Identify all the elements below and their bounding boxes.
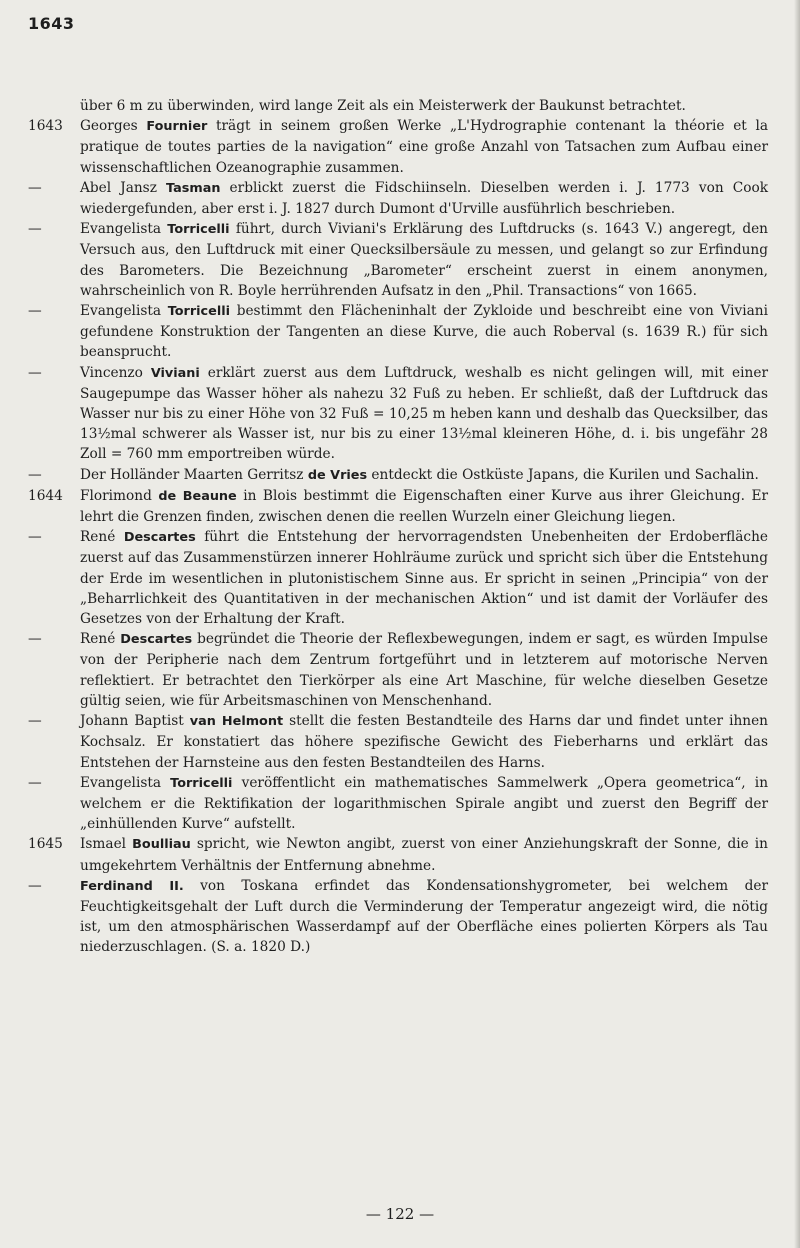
chronology-entry: [28, 876, 768, 958]
page-edge-shadow: [794, 0, 800, 1248]
chronology-entry: [28, 834, 768, 875]
chronology-entry: [28, 301, 768, 363]
entry-text: [80, 465, 768, 486]
entry-text-segment: begründet die Theorie der Reflexbewegungen, indem er sagt, es würden Impulse von der Peripherie nach dem Zentrum fortgeführt und in letzterem auf motorische Nerven reflektiert. Er betrachtet den Tierkörper als eine Art Maschine, für welche dieselben Gesetze gültig seien, wie für Arbeitsmaschinen von Menschenhand.: [80, 631, 768, 709]
entry-text-segment: Johann Baptist: [80, 713, 190, 730]
entry-year: —: [28, 466, 42, 483]
person-name: Torricelli: [167, 304, 230, 320]
entry-year: 1645: [28, 836, 63, 853]
entry-text-segment: René: [80, 529, 124, 546]
entry-text: [80, 629, 768, 711]
page-number: — 122 —: [365, 1205, 435, 1223]
entry-text: [80, 96, 768, 116]
entry-year: 1644: [28, 487, 63, 504]
entry-text-segment: entdeckt die Ostküste Japans, die Kurilen und Sachalin.: [367, 466, 759, 483]
entry-text-segment: über 6 m zu überwinden, wird lange Zeit als ein Meisterwerk der Baukunst betrachtet.: [80, 98, 686, 114]
entry-text: [80, 219, 768, 301]
person-name: Tasman: [166, 180, 221, 196]
person-name: Descartes: [120, 632, 193, 648]
entry-text-segment: führt, durch Viviani's Erklärung des Luftdrucks (s. 1643 V.) angeregt, den Versuch aus, den Luftdruck mit einer Quecksilbersäule zu messen, und gelangt so zur Erfindung des Barometers. Die Bezeichnung „Barometer“ erscheint zuerst in einem anonymen, wahrscheinlich von R. Boyle herrührenden Aufsatz in den „Phil. Transactions“ von 1665.: [80, 221, 768, 299]
entry-text: [80, 773, 768, 835]
entry-text-segment: Der Holländer Maarten Gerritsz: [80, 466, 308, 483]
chronology-entry: [28, 629, 768, 711]
entry-text-segment: bestimmt den Flächeninhalt der Zykloide und beschreibt eine von Viviani gefundene Konstruktion der Tangenten an diese Kurve, die auch Roberval (s. 1639 R.) für sich beansprucht.: [80, 303, 768, 361]
entry-text-segment: spricht, wie Newton angibt, zuerst von einer Anziehungskraft der Sonne, die in umgekehrtem Verhältnis der Entfernung abnehme.: [80, 836, 768, 874]
entry-text-segment: Ismael: [80, 836, 133, 853]
chronology-entry: [28, 486, 768, 527]
chronology-entry: [28, 219, 768, 301]
entry-year: —: [28, 774, 42, 791]
entry-text-segment: Evangelista: [80, 774, 171, 791]
chronology-entry: [28, 363, 768, 465]
entry-year: —: [28, 303, 42, 320]
person-name: Torricelli: [167, 222, 230, 238]
entry-year: —: [28, 364, 42, 381]
entry-year: —: [28, 713, 42, 730]
entry-text: [80, 527, 768, 629]
entry-text-segment: veröffentlicht ein mathematisches Sammelwerk „Opera geometrica“, in welchem er die Rektifikation der logarithmischen Spirale angibt und zuerst den Begriff der „einhüllenden Kurve“ aufstellt.: [80, 774, 769, 833]
entry-text: [80, 178, 768, 219]
entry-text-segment: Florimond: [80, 487, 159, 504]
entry-text-segment: René: [80, 631, 121, 648]
entry-text: [80, 711, 768, 773]
person-name: Ferdinand II.: [80, 878, 184, 894]
entry-year: —: [28, 631, 42, 648]
entry-year: —: [28, 179, 42, 196]
chronology-entry: [28, 711, 768, 773]
chronology-entry: [28, 178, 768, 219]
entry-year: —: [28, 529, 42, 546]
entry-year: 1643: [28, 118, 63, 135]
chronology-entry: [28, 96, 768, 116]
entry-text-segment: Evangelista: [80, 303, 168, 320]
person-name: Torricelli: [170, 775, 233, 791]
entry-text: [80, 116, 768, 178]
chronology-entry: [28, 116, 768, 178]
entry-text: [80, 834, 768, 875]
person-name: de Beaune: [158, 488, 237, 504]
entry-text-segment: Georges: [80, 118, 147, 135]
person-name: Descartes: [123, 530, 196, 546]
chronology-entry: [28, 773, 768, 835]
chronology-text: [28, 96, 768, 958]
entry-text-segment: erblickt zuerst die Fidschiinseln. Dieselben werden i. J. 1773 von Cook wiedergefunden, aber erst i. J. 1827 durch Dumont d'Urville ausführlich beschrieben.: [80, 179, 768, 218]
person-name: van Helmont: [189, 714, 284, 730]
entry-text: [80, 486, 768, 527]
entry-text-segment: stellt die festen Bestandteile des Harns dar und findet unter ihnen Kochsalz. Er konstatiert das höhere spezifische Gewicht des Fieberharns und erklärt das Entstehen der Harnsteine aus den festen Bestandteilen des Harns.: [80, 713, 769, 771]
page-header-year: 1643: [28, 14, 75, 33]
entry-text-segment: Abel Jansz: [80, 179, 167, 196]
entry-text: [80, 363, 768, 465]
entry-text-segment: Evangelista: [80, 221, 168, 238]
entry-text: [80, 876, 768, 958]
person-name: Fournier: [146, 119, 208, 135]
entry-year: —: [28, 221, 42, 238]
entry-text-segment: Vincenzo: [80, 364, 151, 381]
person-name: Boulliau: [132, 837, 191, 853]
entry-text-segment: von Toskana erfindet das Kondensationshygrometer, bei welchem der Feuchtigkeitsgehalt der Luft durch die Verminderung der Temperatur angezeigt wird, die nötig ist, um den atmosphärischen Wasserdampf auf der Oberfläche eines polierten Körpers als Tau niederzuschlagen. (S. a. 1820 D.): [80, 877, 768, 956]
chronology-entry: [28, 465, 768, 486]
entry-text-segment: in Blois bestimmt die Eigenschaften einer Kurve aus ihrer Gleichung. Er lehrt die Grenzen finden, zwischen denen die reellen Wurzeln einer Gleichung liegen.: [80, 487, 768, 526]
entry-text-segment: erklärt zuerst aus dem Luftdruck, weshalb es nicht gelingen will, mit einer Saugepumpe das Wasser höher als nahezu 32 Fuß zu heben. Er schließt, daß der Luftdruck das Wasser nur bis zu einer Höhe von 32 Fuß = 10,25 m heben kann und deshalb das Quecksilber, das 13½mal schwerer als Wasser ist, nur bis zu einer 13½mal kleineren Höhe, d. i. bis ungefähr 28 Zoll = 760 mm emportreiben würde.: [80, 364, 768, 463]
entry-text-segment: führt die Entstehung der hervorragendsten Unebenheiten der Erdoberfläche zuerst auf das Zusammenstürzen innerer Hohlräume zurück und spricht sich über die Entstehung der Erde im wesentlichen in plutonistischem Sinne aus. Er spricht in seinen „Principia“ von der „Beharrlichkeit des Quantitativen in der mechanischen Aktion“ und ist damit der Vorläufer des Gesetzes von der Erhaltung der Kraft.: [80, 529, 768, 628]
person-name: Viviani: [150, 365, 200, 381]
entry-text: [80, 301, 768, 363]
entry-year: —: [28, 877, 42, 894]
person-name: de Vries: [307, 467, 368, 483]
chronology-entry: [28, 527, 768, 629]
entry-text-segment: trägt in seinem großen Werke „L'Hydrographie contenant la théorie et la pratique de toutes parties de la navigation“ eine große Anzahl von Tatsachen zum Aufbau einer wissenschaftlichen Ozeanographie zusammen.: [80, 118, 769, 176]
